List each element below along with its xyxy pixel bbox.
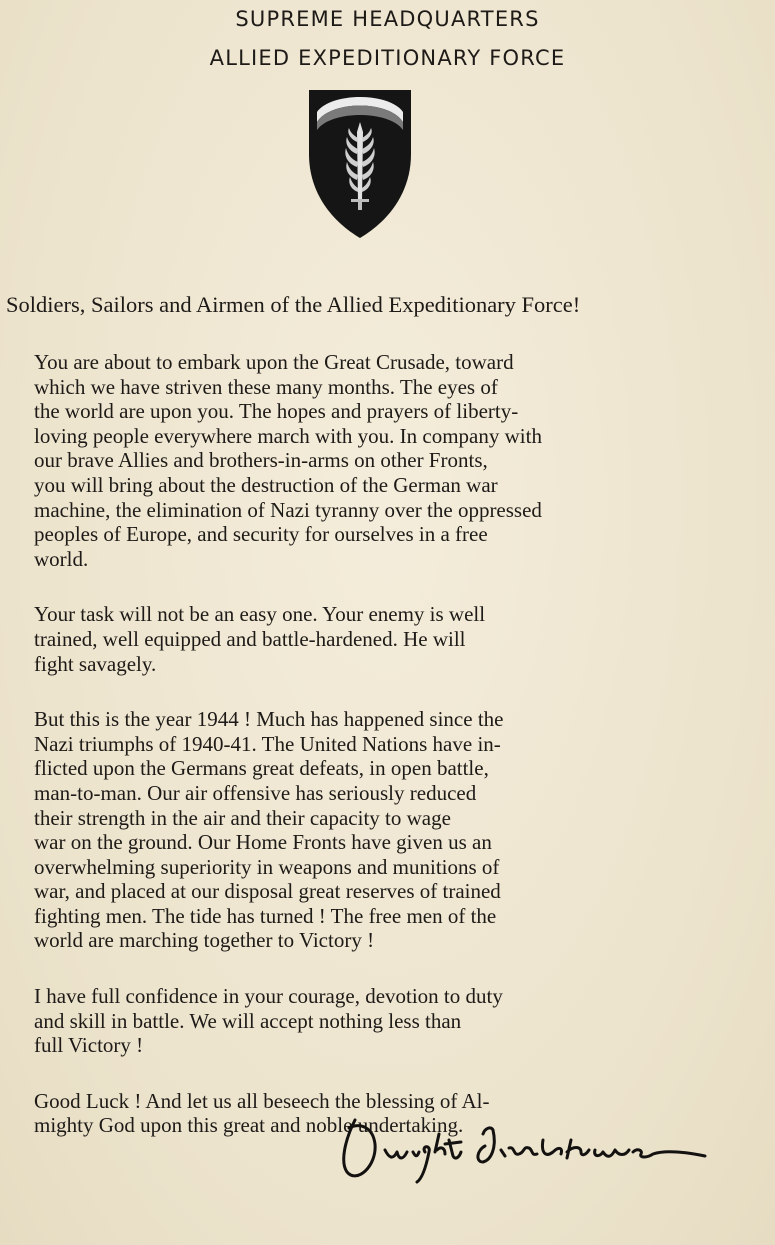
- text-line: and skill in battle. We will accept nothing less than: [34, 1008, 462, 1033]
- text-line: fighting men. The tide has turned ! The free men of the: [34, 903, 497, 928]
- text-line: fight savagely.: [34, 651, 157, 676]
- text-line: peoples of Europe, and security for ourselves in a free: [34, 522, 488, 547]
- text-line: machine, the elimination of Nazi tyranny over the oppressed: [34, 497, 542, 522]
- text-line: flicted upon the Germans great defeats, in open battle,: [34, 756, 489, 781]
- paragraph-3: [34, 707, 724, 953]
- text-line: our brave Allies and brothers-in-arms on other Fronts,: [34, 448, 488, 473]
- text-line: world.: [34, 546, 89, 571]
- text-line: world are marching together to Victory !: [34, 928, 375, 953]
- paragraph-4: [34, 984, 724, 1058]
- letter-body: [34, 350, 724, 1169]
- text-line: trained, well equipped and battle-hardened. He will: [34, 626, 466, 651]
- handwritten-signature: [325, 1100, 725, 1200]
- text-line: their strength in the air and their capacity to wage: [34, 805, 451, 830]
- letterhead: [0, 0, 775, 78]
- letterhead-line-2: ALLIED EXPEDITIONARY FORCE: [209, 46, 566, 70]
- text-line: mighty God upon this great and noble undertaking.: [34, 1113, 464, 1138]
- text-line: overwhelming superiority in weapons and munitions of: [34, 854, 500, 879]
- text-line: Good Luck ! And let us all beseech the blessing of Al-: [34, 1088, 490, 1113]
- text-line: man-to-man. Our air offensive has seriously reduced: [34, 780, 477, 805]
- salutation: Soldiers, Sailors and Airmen of the Allied Expeditionary Force!: [6, 292, 581, 317]
- text-line: Nazi triumphs of 1940-41. The United Nations have in-: [34, 731, 501, 756]
- shaef-shoulder-sleeve-insignia-icon: [305, 82, 415, 242]
- letterhead-line-1: SUPREME HEADQUARTERS: [235, 7, 540, 31]
- text-line: I have full confidence in your courage, devotion to duty: [34, 984, 503, 1009]
- text-line: But this is the year 1944 ! Much has happened since the: [34, 707, 504, 732]
- text-line: the world are upon you. The hopes and prayers of liberty-: [34, 399, 519, 424]
- text-line: loving people everywhere march with you. In company with: [34, 423, 542, 448]
- text-line: Your task will not be an easy one. Your enemy is well: [34, 602, 486, 627]
- text-line: which we have striven these many months. The eyes of: [34, 374, 498, 399]
- paragraph-1: [34, 350, 724, 571]
- text-line: full Victory !: [34, 1033, 144, 1058]
- text-line: war, and placed at our disposal great reserves of trained: [34, 879, 501, 904]
- paragraph-2: [34, 602, 724, 676]
- text-line: you will bring about the destruction of the German war: [34, 472, 498, 497]
- text-line: war on the ground. Our Home Fronts have given us an: [34, 830, 492, 855]
- text-line: You are about to embark upon the Great Crusade, toward: [34, 350, 514, 374]
